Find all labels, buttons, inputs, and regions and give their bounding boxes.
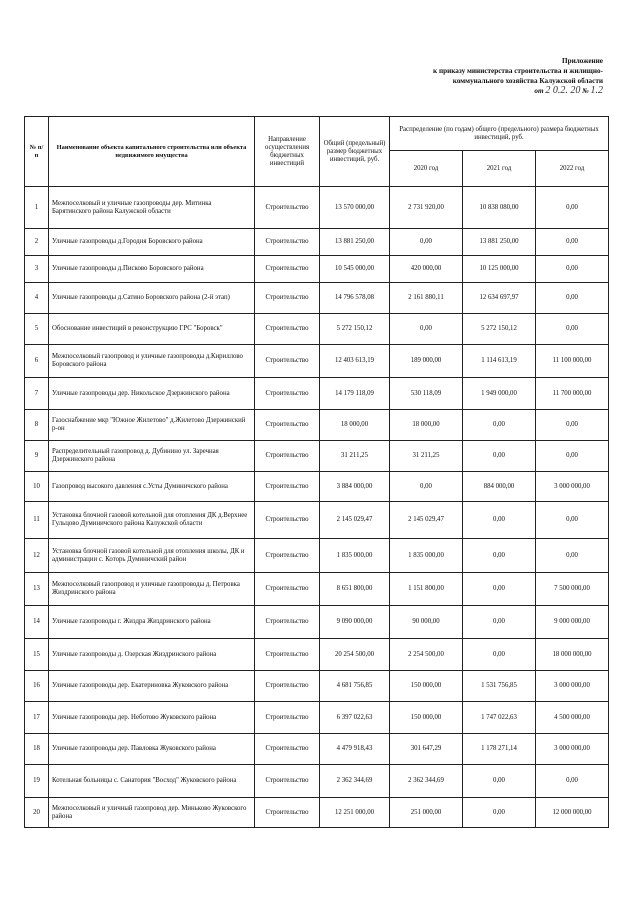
row-total-cell: 9 090 000,00 (320, 606, 390, 639)
table-row (25, 639, 609, 671)
row-year-2020-cell: 2 254 500,00 (390, 639, 463, 671)
row-number-cell: 8 (25, 410, 49, 441)
row-year-2021-cell: 1 747 022,63 (463, 702, 536, 734)
header-total: Общий (предельный) размер бюджетных инвестиций, руб. (320, 117, 390, 187)
row-direction-cell: Строительство (255, 187, 320, 229)
row-object-name-cell: Уличные газопроводы д.Писково Боровского района (49, 256, 255, 283)
order-number-value: 1.2 (590, 85, 603, 96)
row-total-cell: 31 211,25 (320, 441, 390, 472)
row-number-cell: 3 (25, 256, 49, 283)
row-number-cell: 6 (25, 345, 49, 378)
order-date-prefix: от (534, 87, 544, 95)
row-object-name-cell: Уличные газопроводы д. Озерская Жиздринского района (49, 639, 255, 671)
row-direction-cell: Строительство (255, 441, 320, 472)
row-object-name-cell: Межпоселковый газопровод и уличные газопроводы д.Кириллово Боровского района (49, 345, 255, 378)
row-total-cell: 5 272 150,12 (320, 314, 390, 345)
row-number-cell: 20 (25, 798, 49, 828)
row-number-cell: 7 (25, 378, 49, 410)
row-year-2022-cell: 12 000 000,00 (536, 798, 609, 828)
row-direction-cell: Строительство (255, 502, 320, 539)
row-year-2020-cell: 420 000,00 (390, 256, 463, 283)
row-year-2022-cell: 7 500 000,00 (536, 573, 609, 606)
row-year-2021-cell: 0,00 (463, 502, 536, 539)
table-row (25, 606, 609, 639)
header-object-name: Наименование объекта капитального строительства или объекта недвижимого имущества (49, 117, 255, 187)
row-year-2022-cell: 0,00 (536, 229, 609, 256)
row-year-2022-cell: 11 100 000,00 (536, 345, 609, 378)
row-direction-cell: Строительство (255, 229, 320, 256)
header-year-2022: 2022 год (536, 151, 609, 187)
row-total-cell: 13 570 000,00 (320, 187, 390, 229)
table-row (25, 410, 609, 441)
row-year-2022-cell: 0,00 (536, 765, 609, 798)
row-number-cell: 12 (25, 539, 49, 573)
row-number-cell: 5 (25, 314, 49, 345)
row-direction-cell: Строительство (255, 765, 320, 798)
order-date-value: 2 0.2. 20 (545, 85, 581, 96)
row-direction-cell: Строительство (255, 378, 320, 410)
row-year-2022-cell: 0,00 (536, 314, 609, 345)
table-row (25, 798, 609, 828)
investment-table (24, 116, 609, 828)
row-direction-cell: Строительство (255, 573, 320, 606)
row-year-2020-cell: 2 362 344,69 (390, 765, 463, 798)
row-year-2021-cell: 13 881 250,00 (463, 229, 536, 256)
row-object-name-cell: Уличные газопроводы г. Жиздра Жиздринского района (49, 606, 255, 639)
order-number-sign: № (582, 87, 589, 95)
row-number-cell: 14 (25, 606, 49, 639)
table-row (25, 345, 609, 378)
row-year-2021-cell: 1 178 271,14 (463, 734, 536, 765)
row-year-2020-cell: 301 647,29 (390, 734, 463, 765)
row-year-2022-cell: 0,00 (536, 256, 609, 283)
row-object-name-cell: Установка блочной газовой котельной для отопления ДК д.Верхнее Гульцово Думиничского района Калужской области (49, 502, 255, 539)
row-total-cell: 14 179 118,09 (320, 378, 390, 410)
row-object-name-cell: Уличные газопроводы дер. Павловка Жуковского района (49, 734, 255, 765)
row-year-2021-cell: 0,00 (463, 639, 536, 671)
row-object-name-cell: Уличные газопроводы дер. Неботово Жуковского района (49, 702, 255, 734)
row-direction-cell: Строительство (255, 472, 320, 502)
row-direction-cell: Строительство (255, 798, 320, 828)
row-year-2021-cell: 5 272 150,12 (463, 314, 536, 345)
header-distribution: Распределение (по годам) общего (предельного) размера бюджетных инвестиций, руб. (390, 117, 609, 151)
row-direction-cell: Строительство (255, 283, 320, 314)
table-row (25, 229, 609, 256)
row-year-2020-cell: 530 118,09 (390, 378, 463, 410)
row-total-cell: 14 796 578,08 (320, 283, 390, 314)
row-year-2020-cell: 150 000,00 (390, 671, 463, 702)
row-year-2022-cell: 0,00 (536, 187, 609, 229)
row-object-name-cell: Газоснабжение мкр "Южное Жилетово" д.Жилетово Дзержинский р-он (49, 410, 255, 441)
row-number-cell: 19 (25, 765, 49, 798)
table-row (25, 187, 609, 229)
row-number-cell: 4 (25, 283, 49, 314)
row-object-name-cell: Обоснование инвестиций в реконструкцию ГРС "Боровск" (49, 314, 255, 345)
row-object-name-cell: Межпоселковый и уличный газопровод дер. Миньково Жуковского района (49, 798, 255, 828)
row-total-cell: 4 681 756,85 (320, 671, 390, 702)
row-year-2020-cell: 251 000,00 (390, 798, 463, 828)
row-year-2021-cell: 0,00 (463, 606, 536, 639)
row-total-cell: 20 254 500,00 (320, 639, 390, 671)
row-object-name-cell: Котельная больницы с. Санатория "Восход" Жуковского района (49, 765, 255, 798)
table-body (25, 187, 609, 828)
header-direction: Направление осуществления бюджетных инвестиций (255, 117, 320, 187)
table-row (25, 441, 609, 472)
row-year-2021-cell: 884 000,00 (463, 472, 536, 502)
row-number-cell: 2 (25, 229, 49, 256)
row-direction-cell: Строительство (255, 539, 320, 573)
row-year-2021-cell: 10 125 000,00 (463, 256, 536, 283)
row-object-name-cell: Газопровод высокого давления с.Усты Думиничского района (49, 472, 255, 502)
row-total-cell: 18 000,00 (320, 410, 390, 441)
row-year-2020-cell: 31 211,25 (390, 441, 463, 472)
row-year-2020-cell: 18 000,00 (390, 410, 463, 441)
row-year-2021-cell: 0,00 (463, 441, 536, 472)
row-total-cell: 6 397 022,63 (320, 702, 390, 734)
row-total-cell: 1 835 000,00 (320, 539, 390, 573)
header-year-2021: 2021 год (463, 151, 536, 187)
row-year-2022-cell: 9 000 000,00 (536, 606, 609, 639)
row-total-cell: 8 651 800,00 (320, 573, 390, 606)
row-number-cell: 16 (25, 671, 49, 702)
row-year-2022-cell: 4 500 000,00 (536, 702, 609, 734)
row-year-2020-cell: 150 000,00 (390, 702, 463, 734)
row-year-2021-cell: 1 949 000,00 (463, 378, 536, 410)
row-year-2022-cell: 0,00 (536, 539, 609, 573)
header-number: № п/п (25, 117, 49, 187)
row-year-2022-cell: 3 000 000,00 (536, 472, 609, 502)
row-year-2020-cell: 2 145 029,47 (390, 502, 463, 539)
row-year-2020-cell: 1 151 800,00 (390, 573, 463, 606)
order-reference-line1: к приказу министерства строительства и жилищно- (433, 67, 603, 75)
row-year-2020-cell: 90 000,00 (390, 606, 463, 639)
row-direction-cell: Строительство (255, 734, 320, 765)
table-row (25, 472, 609, 502)
row-year-2022-cell: 0,00 (536, 441, 609, 472)
row-direction-cell: Строительство (255, 410, 320, 441)
row-direction-cell: Строительство (255, 345, 320, 378)
row-object-name-cell: Уличные газопроводы дер. Екатериновка Жуковского района (49, 671, 255, 702)
row-year-2020-cell: 0,00 (390, 472, 463, 502)
row-number-cell: 1 (25, 187, 49, 229)
row-year-2021-cell: 10 838 080,00 (463, 187, 536, 229)
row-total-cell: 13 881 250,00 (320, 229, 390, 256)
table-row (25, 539, 609, 573)
row-object-name-cell: Межпоселковый газопровод и уличные газопроводы д. Петровка Жиздринского района (49, 573, 255, 606)
table-row (25, 734, 609, 765)
row-year-2021-cell: 1 114 613,19 (463, 345, 536, 378)
row-year-2022-cell: 0,00 (536, 410, 609, 441)
row-total-cell: 2 145 029,47 (320, 502, 390, 539)
row-object-name-cell: Установка блочной газовой котельной для отопления школы, ДК и администрации с. Которь Думиничский район (49, 539, 255, 573)
row-total-cell: 12 403 613,19 (320, 345, 390, 378)
row-year-2020-cell: 0,00 (390, 314, 463, 345)
row-year-2021-cell: 1 531 756,85 (463, 671, 536, 702)
order-date-line (303, 86, 603, 96)
row-number-cell: 10 (25, 472, 49, 502)
row-year-2021-cell: 0,00 (463, 410, 536, 441)
document-header (303, 56, 603, 96)
row-year-2022-cell: 0,00 (536, 502, 609, 539)
row-total-cell: 10 545 000,00 (320, 256, 390, 283)
row-total-cell: 3 884 000,00 (320, 472, 390, 502)
table-row (25, 314, 609, 345)
table-row (25, 378, 609, 410)
row-year-2021-cell: 12 634 697,97 (463, 283, 536, 314)
row-year-2020-cell: 189 000,00 (390, 345, 463, 378)
row-number-cell: 17 (25, 702, 49, 734)
row-object-name-cell: Уличные газопроводы дер. Никольское Дзержинского района (49, 378, 255, 410)
table-row (25, 765, 609, 798)
row-object-name-cell: Уличные газопроводы д.Городня Боровского района (49, 229, 255, 256)
row-total-cell: 2 362 344,69 (320, 765, 390, 798)
header-year-2020: 2020 год (390, 151, 463, 187)
table-row (25, 256, 609, 283)
row-direction-cell: Строительство (255, 314, 320, 345)
row-direction-cell: Строительство (255, 256, 320, 283)
row-number-cell: 9 (25, 441, 49, 472)
table-row (25, 671, 609, 702)
row-direction-cell: Строительство (255, 606, 320, 639)
row-year-2022-cell: 0,00 (536, 283, 609, 314)
row-object-name-cell: Распределительный газопровод д. Дубинино ул. Заречная Дзержинского района (49, 441, 255, 472)
row-object-name-cell: Межпоселковый и уличные газопроводы дер. Митинка Барятинского района Калужской области (49, 187, 255, 229)
table-row (25, 502, 609, 539)
row-direction-cell: Строительство (255, 702, 320, 734)
row-direction-cell: Строительство (255, 671, 320, 702)
row-year-2020-cell: 2 731 920,00 (390, 187, 463, 229)
row-year-2022-cell: 3 000 000,00 (536, 671, 609, 702)
table-row (25, 573, 609, 606)
row-object-name-cell: Уличные газопроводы д.Сатино Боровского района (2-й этап) (49, 283, 255, 314)
order-reference-line2: коммунального хозяйства Калужской области (452, 77, 603, 85)
row-total-cell: 12 251 000,00 (320, 798, 390, 828)
row-number-cell: 11 (25, 502, 49, 539)
row-year-2021-cell: 0,00 (463, 573, 536, 606)
row-year-2022-cell: 3 000 000,00 (536, 734, 609, 765)
row-number-cell: 15 (25, 639, 49, 671)
table-row (25, 702, 609, 734)
row-year-2020-cell: 2 161 880,11 (390, 283, 463, 314)
row-number-cell: 13 (25, 573, 49, 606)
row-number-cell: 18 (25, 734, 49, 765)
table-row (25, 283, 609, 314)
row-year-2021-cell: 0,00 (463, 765, 536, 798)
row-year-2021-cell: 0,00 (463, 798, 536, 828)
row-year-2020-cell: 0,00 (390, 229, 463, 256)
row-year-2022-cell: 18 000 000,00 (536, 639, 609, 671)
appendix-label: Приложение (562, 57, 603, 65)
row-year-2022-cell: 11 700 000,00 (536, 378, 609, 410)
row-total-cell: 4 479 918,43 (320, 734, 390, 765)
row-year-2020-cell: 1 835 000,00 (390, 539, 463, 573)
row-year-2021-cell: 0,00 (463, 539, 536, 573)
row-direction-cell: Строительство (255, 639, 320, 671)
